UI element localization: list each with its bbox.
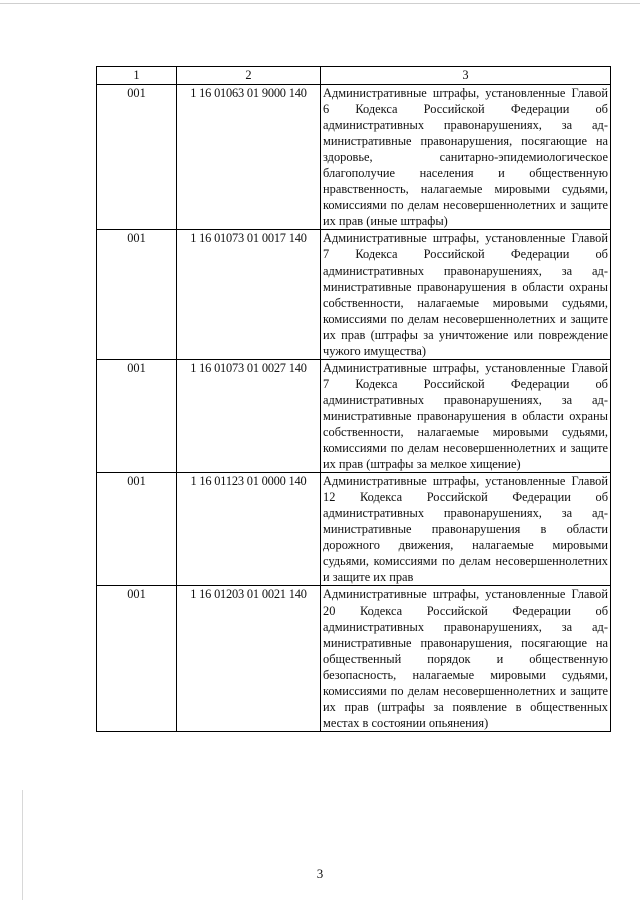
table-row (97, 473, 611, 586)
column-header-3: 3 (321, 67, 611, 85)
scan-margin-line (22, 790, 23, 900)
budget-code-cell: 1 16 01063 01 9000 140 (177, 85, 321, 230)
column-header-2: 2 (177, 67, 321, 85)
column-header-1: 1 (97, 67, 177, 85)
budget-code-cell: 1 16 01123 01 0000 140 (177, 473, 321, 586)
budget-code-cell: 1 16 01203 01 0021 140 (177, 586, 321, 731)
admin-code-cell: 001 (97, 230, 177, 359)
admin-code-cell: 001 (97, 359, 177, 472)
table-row (97, 230, 611, 359)
description-cell: Административные штрафы, установленные Главой 12 Кодекса Российской Федерации об административных правонарушениях, за административные правонарушения в области дорожного движения, налагаемые мировыми судьями, комиссиями по делам несовершеннолетних и защите их прав (321, 473, 611, 586)
table-row (97, 359, 611, 472)
admin-code-cell: 001 (97, 85, 177, 230)
admin-code-cell: 001 (97, 473, 177, 586)
budget-code-cell: 1 16 01073 01 0017 140 (177, 230, 321, 359)
table-row (97, 586, 611, 731)
scan-edge-line (0, 3, 640, 4)
admin-code-cell: 001 (97, 586, 177, 731)
fines-table (96, 66, 611, 732)
page-number: 3 (316, 866, 324, 881)
description-cell: Административные штрафы, установленные Главой 7 Кодекса Российской Федерации об административных правонарушениях, за административные правонарушения в области охраны собственности, налагаемые мировыми судьями, комиссиями по делам несовершеннолетних и защите их прав (штрафы за мелкое хищение) (321, 359, 611, 472)
description-cell: Административные штрафы, установленные Главой 6 Кодекса Российской Федерации об административных правонарушениях, за административные правонарушения, посягающие на здоровье, санитарно-эпидемиологическое благополучие населения и общественную нравственность, налагаемые мировыми судьями, комиссиями по делам несовершеннолетних и защите их прав (иные штрафы) (321, 85, 611, 230)
description-cell: Административные штрафы, установленные Главой 20 Кодекса Российской Федерации об административных правонарушениях, за административные правонарушения, посягающие на общественный порядок и общественную безопасность, налагаемые мировыми судьями, комиссиями по делам несовершеннолетних и защите их прав (штрафы за появление в общественных местах в состоянии опьянения) (321, 586, 611, 731)
description-cell: Административные штрафы, установленные Главой 7 Кодекса Российской Федерации об административных правонарушениях, за административные правонарушения в области охраны собственности, налагаемые мировыми судьями, комиссиями по делам несовершеннолетних и защите их прав (штрафы за уничтожение или повреждение чужого имущества) (321, 230, 611, 359)
table-row (97, 85, 611, 230)
table-header-row (97, 67, 611, 85)
budget-code-cell: 1 16 01073 01 0027 140 (177, 359, 321, 472)
